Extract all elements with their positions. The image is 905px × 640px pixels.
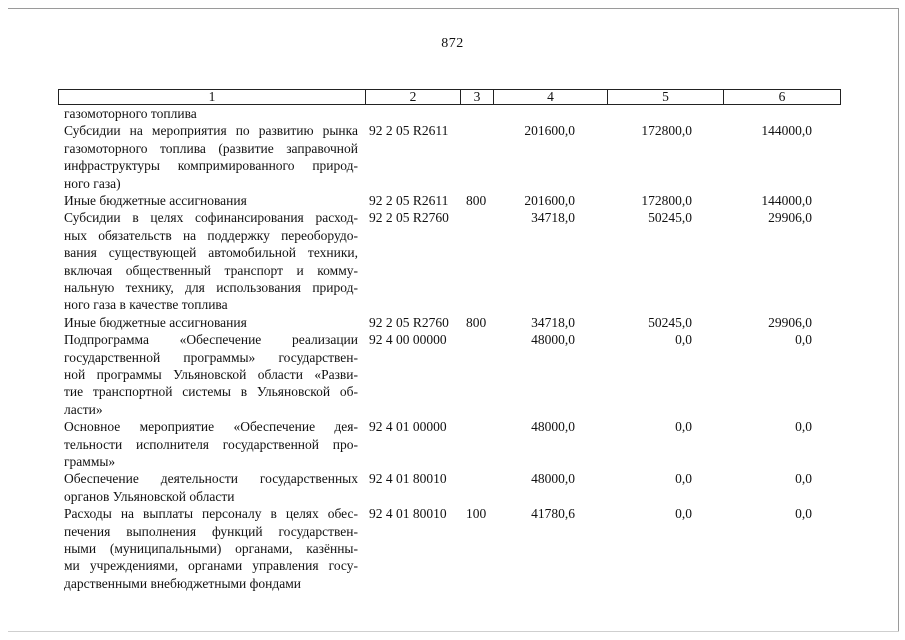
row-value-col6: 144000,0 — [761, 123, 812, 139]
row-expense-type: 100 — [466, 506, 487, 522]
table-row — [0, 314, 905, 331]
row-value-col5: 0,0 — [675, 506, 692, 522]
row-expense-type: 800 — [466, 192, 487, 208]
row-code: 92 2 05 R2611 — [369, 192, 449, 208]
table-row — [0, 192, 905, 209]
row-name-line: газомоторного топлива (развитие заправочной — [64, 140, 358, 156]
scan-border-bottom — [8, 631, 899, 632]
row-name — [64, 470, 358, 505]
row-name-line: граммы» — [64, 453, 116, 469]
row-name — [64, 314, 358, 331]
table-row — [0, 331, 905, 418]
row-name — [64, 331, 358, 418]
row-name-line: органов Ульяновской области — [64, 488, 235, 504]
row-expense-type: 800 — [466, 314, 487, 330]
row-code: 92 2 05 R2760 — [369, 314, 449, 330]
column-header-3: 3 — [461, 90, 494, 104]
row-name-line: Иные бюджетные ассигнования — [64, 314, 247, 330]
row-value-col6: 0,0 — [795, 332, 812, 348]
row-value-col4: 48000,0 — [531, 471, 575, 487]
scan-border-top — [8, 8, 899, 9]
row-code: 92 4 00 00000 — [369, 332, 447, 348]
row-name-line: Иные бюджетные ассигнования — [64, 192, 247, 208]
table-header-row — [58, 89, 841, 105]
row-name-line: вания существующей автомобильной техники, — [64, 245, 358, 261]
row-name-line: Субсидии в целях софинансирования расход- — [64, 210, 358, 226]
row-name-line: ной программы Ульяновской области «Разви- — [64, 366, 358, 382]
row-name — [64, 209, 358, 313]
row-value-col6: 29906,0 — [768, 210, 812, 226]
row-value-col5: 0,0 — [675, 471, 692, 487]
row-name-line: государственной программы» государствен- — [64, 349, 358, 365]
row-name — [64, 192, 358, 209]
row-name-line: Обеспечение деятельности государственных — [64, 471, 358, 487]
row-value-col5: 50245,0 — [648, 314, 692, 330]
row-name — [64, 122, 358, 192]
page-number: 872 — [441, 36, 464, 51]
row-value-col5: 0,0 — [675, 332, 692, 348]
row-value-col4: 201600,0 — [524, 123, 575, 139]
row-name-line: Основное мероприятие «Обеспечение дея- — [64, 419, 358, 435]
row-code: 92 4 01 00000 — [369, 419, 447, 435]
row-code: 92 4 01 80010 — [369, 471, 447, 487]
row-name-line: Расходы на выплаты персоналу в целях обес- — [64, 506, 358, 522]
row-value-col4: 201600,0 — [524, 192, 575, 208]
row-name-line: ными (муниципальными) органами, казённы- — [64, 540, 358, 556]
row-name-line: газомоторного топлива — [64, 106, 197, 121]
column-header-2: 2 — [366, 90, 461, 104]
row-name — [64, 418, 358, 470]
table-body — [0, 105, 905, 592]
row-name-line: ми учреждениями, органами управления госу- — [64, 558, 358, 574]
table-row — [0, 122, 905, 192]
table-row — [0, 418, 905, 470]
column-header-1: 1 — [59, 90, 366, 104]
row-name-line: Подпрограмма «Обеспечение реализации — [64, 332, 358, 348]
row-value-col5: 172800,0 — [641, 192, 692, 208]
row-value-col6: 29906,0 — [768, 314, 812, 330]
row-value-col4: 48000,0 — [531, 419, 575, 435]
row-name-line: ного газа в качестве топлива — [64, 297, 228, 313]
row-value-col5: 172800,0 — [641, 123, 692, 139]
row-name-line: ласти» — [64, 401, 103, 417]
row-name-line: ных обязательств на поддержку переоборудо- — [64, 227, 358, 243]
row-value-col4: 48000,0 — [531, 332, 575, 348]
table-row — [0, 505, 905, 592]
row-name — [64, 105, 358, 122]
row-name-line: ного газа) — [64, 175, 121, 191]
row-value-col6: 0,0 — [795, 506, 812, 522]
row-value-col5: 0,0 — [675, 419, 692, 435]
row-name-line: дарственными внебюджетными фондами — [64, 575, 302, 591]
column-header-4: 4 — [494, 90, 608, 104]
row-name-line: тельности исполнителя государственной про- — [64, 436, 358, 452]
row-name-line: нальную технику, для использования природ- — [64, 280, 358, 295]
row-name-line: Субсидии на мероприятия по развитию рынка — [64, 123, 358, 139]
row-value-col4: 41780,6 — [531, 506, 575, 522]
row-value-col6: 0,0 — [795, 471, 812, 487]
row-code: 92 4 01 80010 — [369, 506, 447, 522]
column-header-5: 5 — [608, 90, 724, 104]
row-value-col4: 34718,0 — [531, 314, 575, 330]
row-name-line: тие транспортной системы в Ульяновской об- — [64, 384, 358, 400]
row-name — [64, 505, 358, 592]
row-code: 92 2 05 R2611 — [369, 123, 449, 139]
row-name-line: печения выполнения функций государствен- — [64, 523, 358, 539]
row-name-line: включая общественный транспорт и комму- — [64, 262, 358, 278]
table-row — [0, 470, 905, 505]
table-row — [0, 105, 905, 122]
row-value-col6: 144000,0 — [761, 192, 812, 208]
column-header-6: 6 — [778, 89, 786, 104]
row-code: 92 2 05 R2760 — [369, 210, 449, 226]
row-value-col4: 34718,0 — [531, 210, 575, 226]
row-name-line: инфраструктуры компримированного природ- — [64, 158, 358, 174]
row-value-col6: 0,0 — [795, 419, 812, 435]
table-row — [0, 209, 905, 313]
row-value-col5: 50245,0 — [648, 210, 692, 226]
